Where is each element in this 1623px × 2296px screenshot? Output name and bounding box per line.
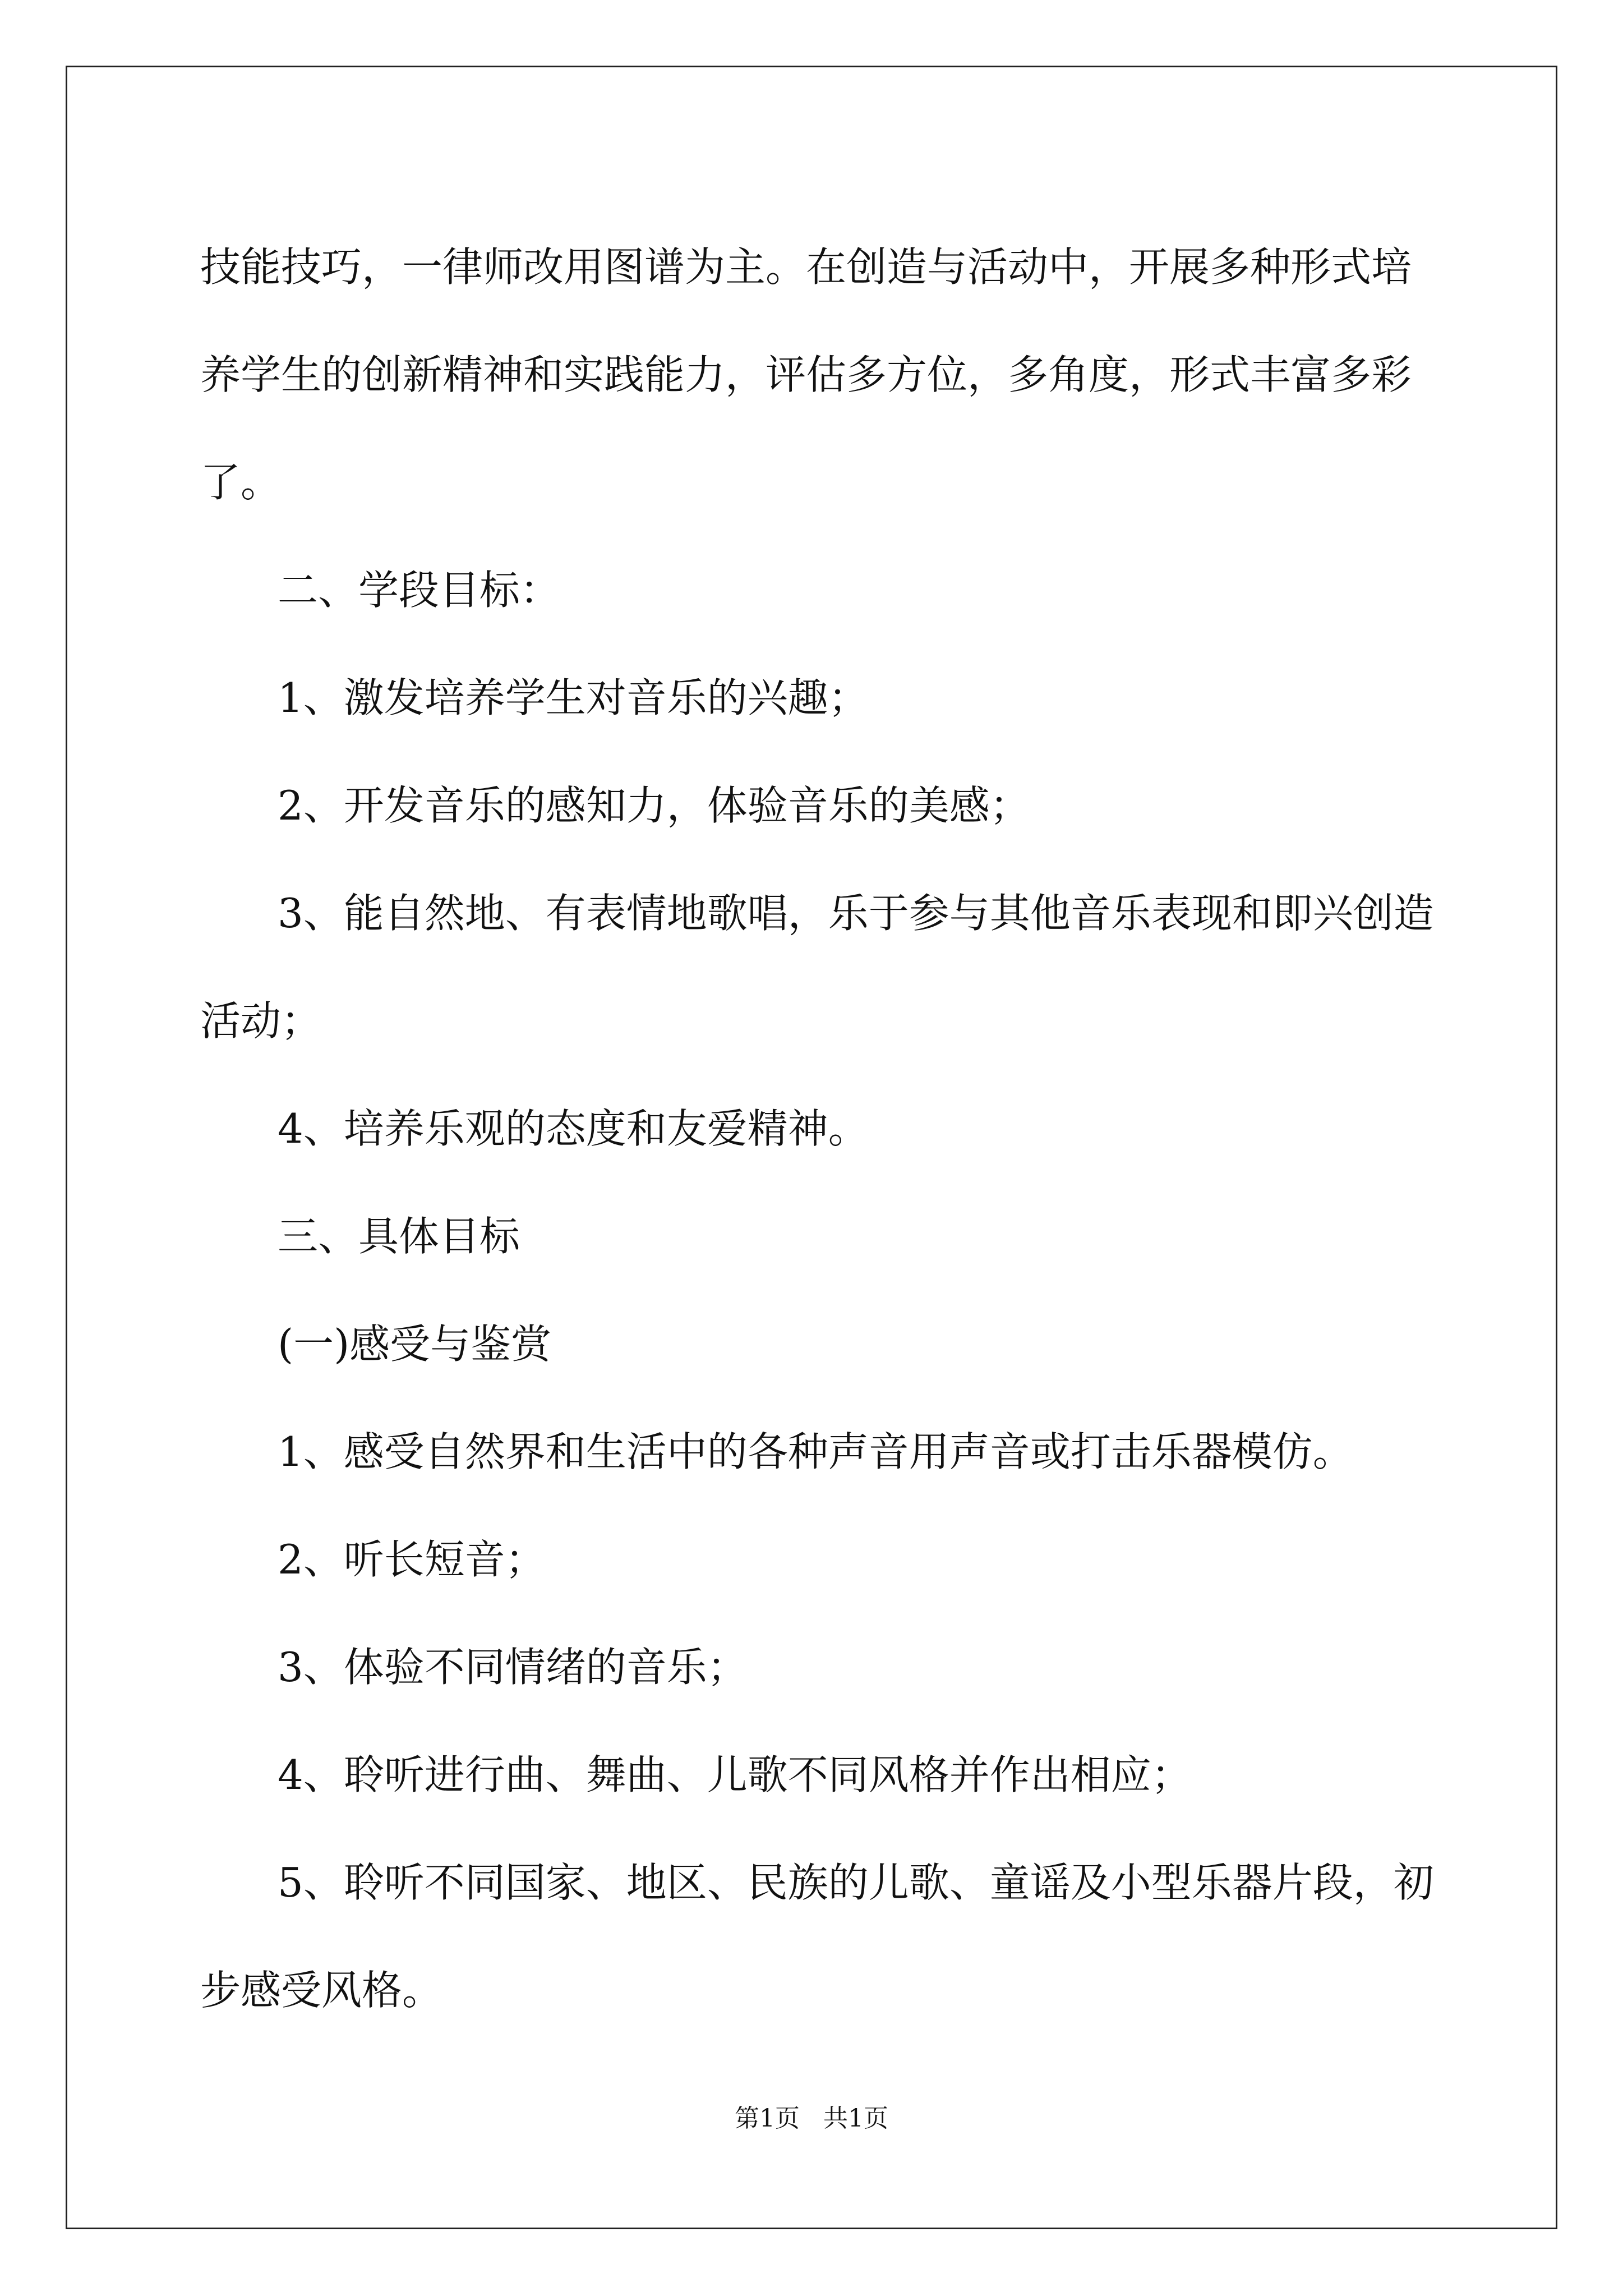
list-item-3-continued: 活动； xyxy=(200,997,322,1045)
list-item-2: 2、开发音乐的感知力，体验音乐的美感； xyxy=(278,782,1030,829)
section-heading-specific-goals: 三、具体目标 xyxy=(278,1213,520,1260)
document-body xyxy=(200,213,1434,2044)
footer-suffix: 页 xyxy=(863,2104,888,2133)
list-item-4: 4、培养乐观的态度和友爱精神。 xyxy=(278,1105,869,1152)
list-item-1: 1、感受自然界和生活中的各种声音用声音或打击乐器模仿。 xyxy=(278,1428,1353,1475)
list-item-5-continued: 步感受风格。 xyxy=(200,1967,443,2014)
paragraph-line-2: 养学生的创新精神和实践能力，评估多方位，多角度，形式丰富多彩 xyxy=(200,351,1412,398)
page-footer xyxy=(0,2098,1623,2134)
list-item-1: 1、激发培养学生对音乐的兴趣； xyxy=(278,674,869,721)
list-item-4: 4、聆听进行曲、舞曲、儿歌不同风格并作出相应； xyxy=(278,1751,1192,1798)
list-item-3: 3、体验不同情绪的音乐； xyxy=(278,1644,748,1691)
list-item-5: 5、聆听不同国家、地区、民族的儿歌、童谣及小型乐器片段，初 xyxy=(278,1859,1434,1906)
paragraph-line-3: 了。 xyxy=(200,459,282,506)
footer-mid: 页 共 xyxy=(775,2104,848,2133)
list-item-3: 3、能自然地、有表情地歌唱，乐于参与其他音乐表现和即兴创造 xyxy=(278,890,1434,937)
total-page-count: 1 xyxy=(847,2104,864,2133)
section-heading-stage-goals: 二、学段目标： xyxy=(278,567,561,614)
footer-prefix: 第 xyxy=(735,2104,760,2133)
paragraph-line-1: 技能技巧，一律师改用图谱为主。在创造与活动中，开展多种形式培 xyxy=(200,243,1412,291)
current-page-number: 1 xyxy=(759,2104,776,2133)
list-item-2: 2、听长短音； xyxy=(278,1536,546,1583)
subsection-heading-appreciation: (一)感受与鉴赏 xyxy=(278,1320,552,1368)
